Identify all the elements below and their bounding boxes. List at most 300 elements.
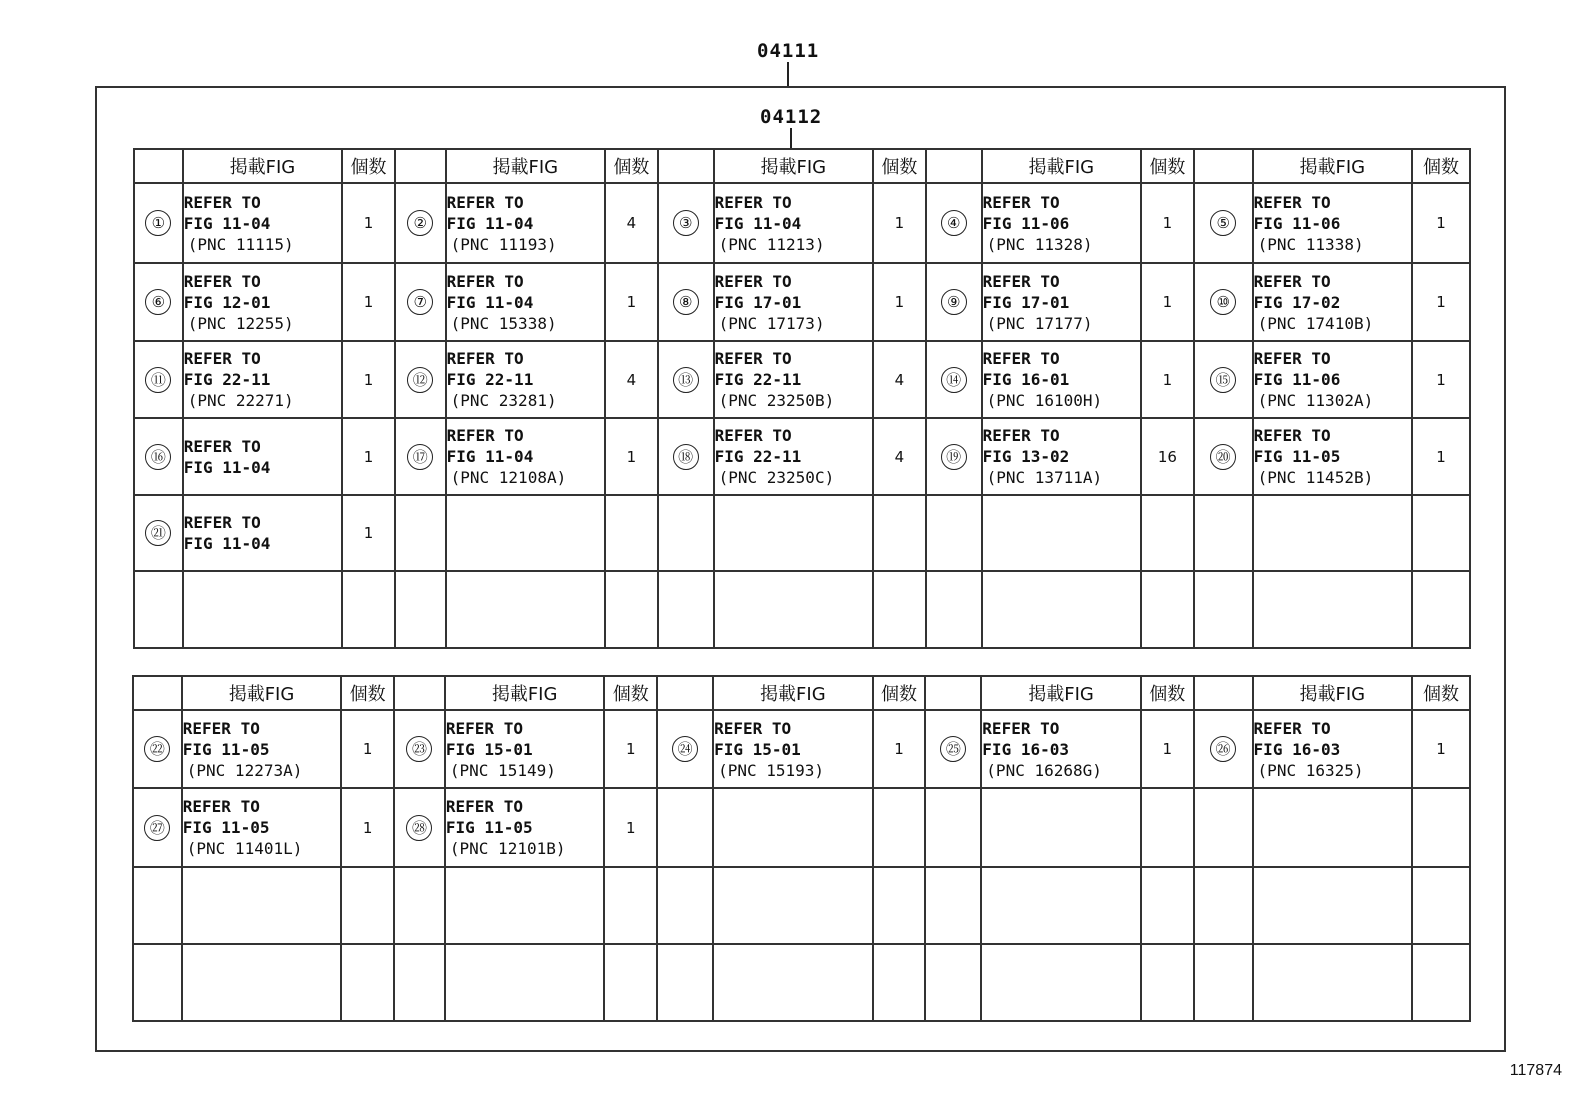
item-number: ㉖ xyxy=(1210,736,1236,762)
item-number-cell xyxy=(395,341,446,418)
quantity-value: 1 xyxy=(1436,370,1446,389)
item-number: ② xyxy=(407,210,433,236)
item-number: ⑭ xyxy=(941,367,967,393)
fig-number: FIG 15-01 xyxy=(445,739,533,759)
refer-to-text: REFER TO xyxy=(982,271,1060,291)
quantity-cell xyxy=(341,867,394,944)
quantity-value: 1 xyxy=(626,818,636,837)
quantity-value: 1 xyxy=(1436,740,1446,758)
refer-to-text: REFER TO xyxy=(183,513,261,532)
item-number: ⑪ xyxy=(145,367,171,393)
pnc-number: (PNC 23250B) xyxy=(718,391,835,410)
header-index-cell xyxy=(394,676,445,710)
quantity-cell xyxy=(1141,788,1194,867)
header-fig: 掲載FIG xyxy=(446,149,605,183)
quantity-cell xyxy=(873,183,926,263)
pnc-number: (PNC 16100H) xyxy=(986,391,1103,410)
quantity-cell xyxy=(1412,418,1470,495)
fig-reference-cell xyxy=(446,183,605,263)
refer-to-text: REFER TO xyxy=(1253,192,1331,212)
quantity-cell xyxy=(604,867,657,944)
refer-to-text: REFER TO xyxy=(1253,426,1331,445)
refer-to-text: REFER TO xyxy=(445,797,523,816)
quantity-cell xyxy=(342,495,395,571)
table-row xyxy=(134,263,1470,341)
header-qty: 個数 xyxy=(605,149,658,183)
pnc-number: (PNC 16325) xyxy=(1257,760,1364,780)
item-number: ⑤ xyxy=(1210,210,1236,236)
fig-reference-cell xyxy=(714,571,873,648)
item-number-cell xyxy=(394,788,445,867)
header-index-cell xyxy=(658,149,714,183)
fig-reference-cell xyxy=(182,944,342,1021)
pnc-number: (PNC 11302A) xyxy=(1257,391,1374,410)
pnc-number: (PNC 15149) xyxy=(449,760,556,780)
refer-to-text: REFER TO xyxy=(446,271,524,291)
quantity-cell xyxy=(1141,183,1194,263)
item-number: ㉑ xyxy=(145,520,171,546)
header-qty: 個数 xyxy=(341,676,394,710)
fig-reference-cell xyxy=(713,710,873,788)
item-number: ⑯ xyxy=(145,444,171,470)
item-number: ⑫ xyxy=(407,367,433,393)
item-number: ⑧ xyxy=(673,289,699,315)
inner-code-leader xyxy=(790,128,792,148)
pnc-number: (PNC 16268G) xyxy=(986,760,1102,780)
quantity-value: 1 xyxy=(1162,214,1173,232)
header-index-cell xyxy=(1194,149,1253,183)
header-index-cell xyxy=(657,676,713,710)
fig-reference-cell xyxy=(183,341,342,418)
quantity-cell xyxy=(605,571,658,648)
quantity-cell xyxy=(1141,418,1194,495)
pnc-number: (PNC 15338) xyxy=(450,313,557,333)
refer-to-text: REFER TO xyxy=(446,349,524,368)
header-fig: 掲載FIG xyxy=(183,149,342,183)
quantity-value: 1 xyxy=(1436,214,1446,232)
quantity-value: 1 xyxy=(626,447,637,466)
item-number: ⑬ xyxy=(673,367,699,393)
quantity-value: 1 xyxy=(1436,447,1446,466)
pnc-number: (PNC 12101B) xyxy=(449,839,566,858)
table-row xyxy=(134,341,1470,418)
quantity-cell xyxy=(1141,710,1194,788)
refer-to-text: REFER TO xyxy=(183,192,261,212)
fig-reference-cell xyxy=(182,710,342,788)
pnc-number: (PNC 17177) xyxy=(986,313,1093,333)
item-number-cell xyxy=(134,183,183,263)
header-qty: 個数 xyxy=(604,676,657,710)
quantity-cell xyxy=(342,571,395,648)
item-number: ⑨ xyxy=(941,289,967,315)
table-header-row xyxy=(133,676,1470,710)
fig-number: FIG 11-05 xyxy=(182,818,270,837)
header-fig: 掲載FIG xyxy=(445,676,605,710)
fig-number: FIG 17-01 xyxy=(714,292,802,312)
pnc-number: (PNC 11193) xyxy=(450,234,557,254)
quantity-cell xyxy=(605,263,658,341)
item-number-cell xyxy=(394,710,445,788)
quantity-value: 1 xyxy=(894,214,905,232)
quantity-cell xyxy=(605,341,658,418)
quantity-cell xyxy=(342,341,395,418)
parts-table-2 xyxy=(132,675,1471,1022)
fig-number: FIG 11-06 xyxy=(1253,370,1341,389)
item-number-cell xyxy=(395,263,446,341)
fig-number: FIG 11-04 xyxy=(446,447,534,466)
parts-table-1 xyxy=(133,148,1471,649)
fig-number: FIG 13-02 xyxy=(982,447,1070,466)
table-row xyxy=(133,710,1470,788)
item-number-cell xyxy=(1194,571,1253,648)
quantity-cell xyxy=(1412,341,1470,418)
header-index-cell xyxy=(133,676,182,710)
quantity-cell xyxy=(1141,944,1194,1021)
quantity-cell xyxy=(605,495,658,571)
item-number: ⑳ xyxy=(1210,444,1236,470)
pnc-number: (PNC 11338) xyxy=(1257,234,1364,254)
fig-reference-cell xyxy=(713,944,873,1021)
fig-reference-cell xyxy=(445,867,605,944)
item-number-cell xyxy=(394,867,445,944)
item-number-cell xyxy=(133,944,182,1021)
item-number-cell xyxy=(1194,944,1253,1021)
quantity-cell xyxy=(873,571,926,648)
table-header-row xyxy=(134,149,1470,183)
item-number-cell xyxy=(926,341,982,418)
header-qty: 個数 xyxy=(873,149,926,183)
item-number: ㉔ xyxy=(672,736,698,762)
item-number-cell xyxy=(1194,418,1253,495)
quantity-cell xyxy=(1412,944,1470,1021)
fig-reference-cell xyxy=(714,341,873,418)
refer-to-text: REFER TO xyxy=(982,426,1060,445)
quantity-cell xyxy=(341,788,394,867)
fig-reference-cell xyxy=(446,263,605,341)
quantity-value: 1 xyxy=(894,293,905,311)
refer-to-text: REFER TO xyxy=(982,192,1060,212)
fig-reference-cell xyxy=(981,944,1141,1021)
item-number-cell xyxy=(926,495,982,571)
item-number-cell xyxy=(133,867,182,944)
fig-reference-cell xyxy=(183,263,342,341)
refer-to-text: REFER TO xyxy=(982,349,1060,368)
item-number: ㉓ xyxy=(406,736,432,762)
quantity-cell xyxy=(605,183,658,263)
refer-to-text: REFER TO xyxy=(446,192,524,212)
pnc-number: (PNC 23250C) xyxy=(718,468,835,487)
fig-reference-cell xyxy=(714,418,873,495)
quantity-value: 1 xyxy=(626,740,636,758)
item-number-cell xyxy=(1194,341,1253,418)
item-number-cell xyxy=(134,341,183,418)
quantity-cell xyxy=(1141,341,1194,418)
fig-number: FIG 11-04 xyxy=(446,292,534,312)
fig-number: FIG 11-06 xyxy=(1253,213,1341,233)
fig-number: FIG 22-11 xyxy=(714,370,802,389)
item-number: ① xyxy=(145,210,171,236)
table-row xyxy=(134,495,1470,571)
refer-to-text: REFER TO xyxy=(183,271,261,291)
header-qty: 個数 xyxy=(1141,676,1194,710)
item-number-cell xyxy=(395,183,446,263)
item-number-cell xyxy=(395,571,446,648)
quantity-cell xyxy=(1141,571,1194,648)
table-row xyxy=(133,788,1470,867)
fig-reference-cell xyxy=(183,571,342,648)
fig-reference-cell xyxy=(445,710,605,788)
fig-reference-cell xyxy=(713,788,873,867)
fig-number: FIG 16-03 xyxy=(1253,739,1341,759)
item-number: ④ xyxy=(941,210,967,236)
refer-to-text: REFER TO xyxy=(446,426,524,445)
fig-number: FIG 22-11 xyxy=(714,447,802,466)
fig-reference-cell xyxy=(183,418,342,495)
header-fig: 掲載FIG xyxy=(982,149,1141,183)
fig-reference-cell xyxy=(1253,788,1413,867)
fig-number: FIG 22-11 xyxy=(446,370,534,389)
item-number: ㉕ xyxy=(940,736,966,762)
item-number-cell xyxy=(1194,263,1253,341)
quantity-cell xyxy=(1412,183,1470,263)
fig-number: FIG 11-05 xyxy=(445,818,533,837)
header-index-cell xyxy=(395,149,446,183)
quantity-cell xyxy=(873,788,926,867)
header-fig: 掲載FIG xyxy=(714,149,873,183)
header-qty: 個数 xyxy=(1412,149,1470,183)
fig-reference-cell xyxy=(982,341,1141,418)
quantity-value: 1 xyxy=(1162,740,1172,758)
item-number-cell xyxy=(925,944,981,1021)
fig-number: FIG 11-04 xyxy=(714,213,802,233)
item-number: ⑩ xyxy=(1210,289,1236,315)
pnc-number: (PNC 22271) xyxy=(187,391,294,410)
fig-number: FIG 15-01 xyxy=(714,739,801,759)
header-qty: 個数 xyxy=(873,676,926,710)
quantity-cell xyxy=(873,944,926,1021)
diagram-id: 117874 xyxy=(1509,1062,1562,1079)
item-number-cell xyxy=(1194,788,1253,867)
fig-number: FIG 17-02 xyxy=(1253,292,1341,312)
item-number-cell xyxy=(134,263,183,341)
fig-number: FIG 11-04 xyxy=(183,534,271,553)
refer-to-text: REFER TO xyxy=(714,718,792,738)
fig-number: FIG 11-05 xyxy=(182,739,270,759)
quantity-cell xyxy=(873,710,926,788)
pnc-number: (PNC 17173) xyxy=(718,313,825,333)
pnc-number: (PNC 17410B) xyxy=(1257,313,1374,333)
fig-number: FIG 11-04 xyxy=(446,213,534,233)
outer-assembly-code: 04111 xyxy=(757,40,820,62)
item-number-cell xyxy=(925,788,981,867)
fig-reference-cell xyxy=(981,788,1141,867)
item-number-cell xyxy=(658,495,714,571)
refer-to-text: REFER TO xyxy=(445,718,523,738)
item-number-cell xyxy=(926,418,982,495)
item-number: ⑲ xyxy=(941,444,967,470)
header-qty: 個数 xyxy=(342,149,395,183)
fig-reference-cell xyxy=(1253,571,1412,648)
fig-reference-cell xyxy=(981,867,1141,944)
item-number-cell xyxy=(394,944,445,1021)
header-fig: 掲載FIG xyxy=(713,676,873,710)
quantity-cell xyxy=(1141,867,1194,944)
item-number: ⑥ xyxy=(145,289,171,315)
refer-to-text: REFER TO xyxy=(1253,718,1331,738)
item-number-cell xyxy=(925,867,981,944)
refer-to-text: REFER TO xyxy=(183,349,261,368)
header-index-cell xyxy=(134,149,183,183)
fig-number: FIG 22-11 xyxy=(183,370,271,389)
pnc-number: (PNC 11213) xyxy=(718,234,825,254)
fig-reference-cell xyxy=(445,788,605,867)
quantity-value: 16 xyxy=(1157,447,1177,466)
quantity-value: 4 xyxy=(894,370,905,389)
quantity-value: 1 xyxy=(362,740,373,758)
item-number-cell xyxy=(134,571,183,648)
item-number-cell xyxy=(134,495,183,571)
header-fig: 掲載FIG xyxy=(981,676,1141,710)
fig-reference-cell xyxy=(982,263,1141,341)
refer-to-text: REFER TO xyxy=(1253,271,1331,291)
table-row xyxy=(133,867,1470,944)
quantity-cell xyxy=(1141,495,1194,571)
item-number-cell xyxy=(926,571,982,648)
item-number-cell xyxy=(926,263,982,341)
fig-number: FIG 11-04 xyxy=(183,457,271,477)
item-number-cell xyxy=(925,710,981,788)
quantity-cell xyxy=(1412,710,1470,788)
fig-reference-cell xyxy=(982,418,1141,495)
pnc-number: (PNC 13711A) xyxy=(986,468,1103,487)
quantity-value: 1 xyxy=(894,740,904,758)
quantity-cell xyxy=(341,944,394,1021)
fig-reference-cell xyxy=(714,263,873,341)
quantity-cell xyxy=(1141,263,1194,341)
outer-code-leader xyxy=(787,62,789,86)
pnc-number: (PNC 12255) xyxy=(187,313,294,333)
fig-number: FIG 11-06 xyxy=(982,213,1070,233)
fig-number: FIG 11-04 xyxy=(183,213,271,233)
quantity-value: 1 xyxy=(1162,370,1173,389)
pnc-number: (PNC 12273A) xyxy=(186,760,303,780)
quantity-cell xyxy=(1412,495,1470,571)
item-number: ⑦ xyxy=(407,289,433,315)
fig-reference-cell xyxy=(1253,495,1412,571)
header-fig: 掲載FIG xyxy=(182,676,342,710)
item-number: ⑱ xyxy=(673,444,699,470)
quantity-value: 4 xyxy=(626,370,637,389)
fig-reference-cell xyxy=(1253,944,1413,1021)
quantity-cell xyxy=(873,495,926,571)
quantity-cell xyxy=(1412,571,1470,648)
fig-reference-cell xyxy=(1253,418,1412,495)
fig-number: FIG 11-05 xyxy=(1253,447,1341,466)
refer-to-text: REFER TO xyxy=(1253,349,1331,368)
quantity-cell xyxy=(1412,867,1470,944)
quantity-value: 1 xyxy=(363,447,374,466)
item-number: ㉗ xyxy=(144,815,170,841)
header-index-cell xyxy=(926,149,982,183)
quantity-cell xyxy=(873,867,926,944)
quantity-cell xyxy=(342,263,395,341)
fig-reference-cell xyxy=(1253,341,1412,418)
refer-to-text: REFER TO xyxy=(182,797,260,816)
pnc-number: (PNC 11328) xyxy=(986,234,1093,254)
item-number-cell xyxy=(658,418,714,495)
item-number: ㉘ xyxy=(406,815,432,841)
quantity-value: 4 xyxy=(894,447,905,466)
item-number-cell xyxy=(658,341,714,418)
quantity-cell xyxy=(873,418,926,495)
quantity-cell xyxy=(604,710,657,788)
fig-number: FIG 17-01 xyxy=(982,292,1070,312)
pnc-number: (PNC 12108A) xyxy=(450,468,567,487)
item-number-cell xyxy=(133,710,182,788)
item-number-cell xyxy=(926,183,982,263)
fig-number: FIG 12-01 xyxy=(183,292,271,312)
table-row xyxy=(134,183,1470,263)
fig-reference-cell xyxy=(183,183,342,263)
pnc-number: (PNC 23281) xyxy=(450,391,557,410)
item-number-cell xyxy=(657,788,713,867)
pnc-number: (PNC 11401L) xyxy=(186,839,303,858)
refer-to-text: REFER TO xyxy=(183,436,261,456)
fig-reference-cell xyxy=(1253,263,1412,341)
quantity-cell xyxy=(342,183,395,263)
fig-reference-cell xyxy=(182,867,342,944)
refer-to-text: REFER TO xyxy=(714,349,792,368)
quantity-value: 4 xyxy=(626,214,637,232)
quantity-cell xyxy=(604,944,657,1021)
fig-reference-cell xyxy=(446,571,605,648)
item-number-cell xyxy=(657,944,713,1021)
fig-reference-cell xyxy=(183,495,342,571)
quantity-cell xyxy=(873,263,926,341)
item-number-cell xyxy=(658,263,714,341)
fig-reference-cell xyxy=(714,183,873,263)
item-number-cell xyxy=(657,867,713,944)
item-number-cell xyxy=(395,418,446,495)
inner-assembly-code: 04112 xyxy=(760,106,823,128)
quantity-cell xyxy=(1412,263,1470,341)
refer-to-text: REFER TO xyxy=(714,426,792,445)
fig-reference-cell xyxy=(981,710,1141,788)
quantity-value: 1 xyxy=(363,524,374,542)
quantity-cell xyxy=(1412,788,1470,867)
item-number-cell xyxy=(1194,710,1253,788)
item-number: ③ xyxy=(673,210,699,236)
fig-reference-cell xyxy=(446,418,605,495)
refer-to-text: REFER TO xyxy=(714,192,792,212)
fig-reference-cell xyxy=(182,788,342,867)
fig-reference-cell xyxy=(446,495,605,571)
header-qty: 個数 xyxy=(1141,149,1194,183)
table-row xyxy=(133,944,1470,1021)
item-number-cell xyxy=(658,571,714,648)
quantity-cell xyxy=(342,418,395,495)
fig-reference-cell xyxy=(1253,710,1413,788)
header-index-cell xyxy=(1194,676,1253,710)
item-number: ㉒ xyxy=(144,736,170,762)
quantity-cell xyxy=(873,341,926,418)
fig-reference-cell xyxy=(713,867,873,944)
item-number-cell xyxy=(134,418,183,495)
table-row xyxy=(134,418,1470,495)
item-number-cell xyxy=(657,710,713,788)
quantity-value: 1 xyxy=(1436,293,1446,311)
fig-reference-cell xyxy=(982,183,1141,263)
